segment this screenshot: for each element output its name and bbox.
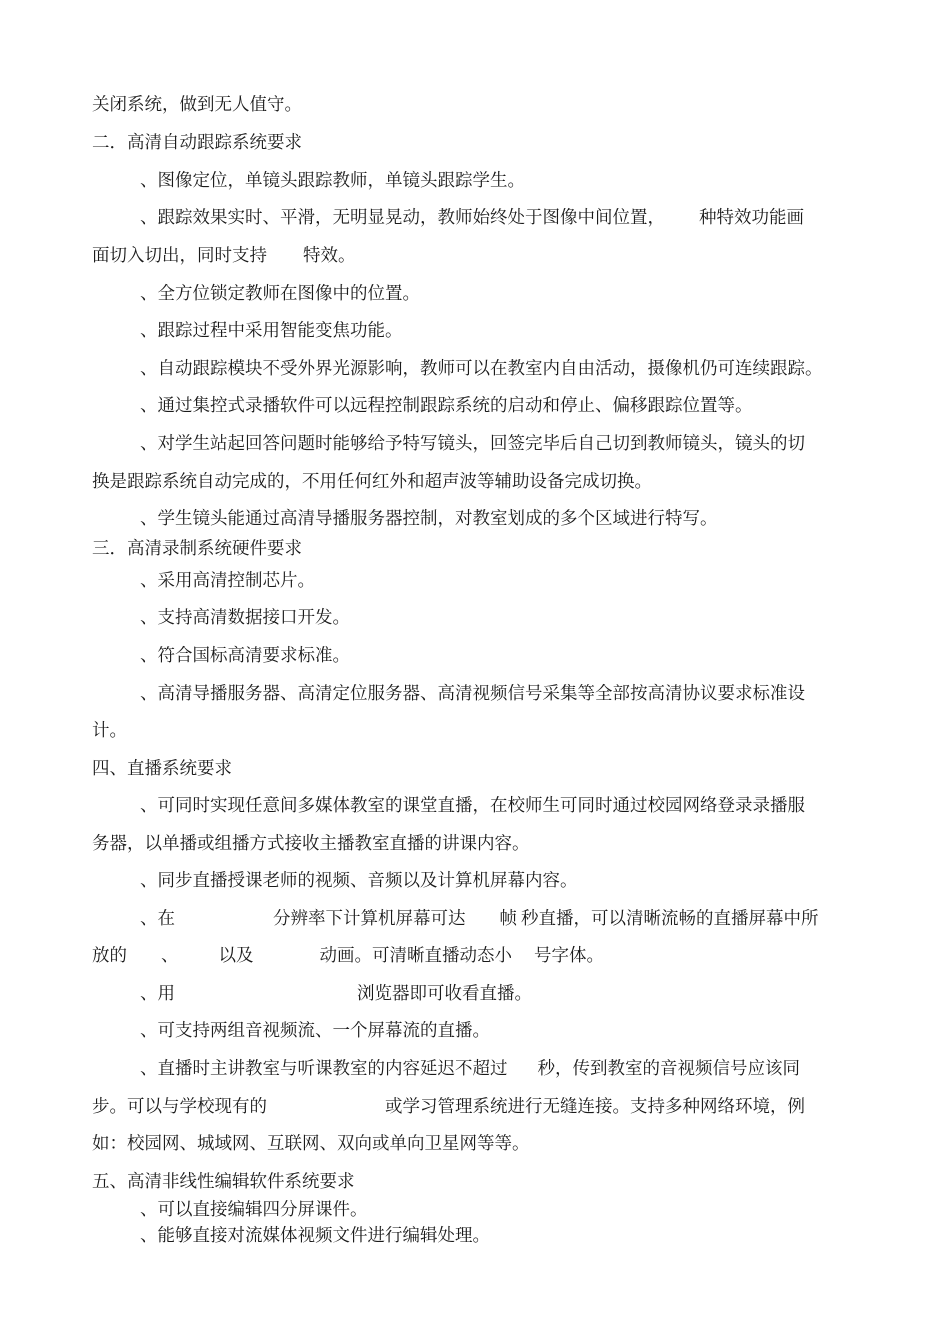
text-line: 计。 <box>92 721 127 741</box>
text-line: 、图像定位，单镜头跟踪教师，单镜头跟踪学生。 <box>140 171 525 191</box>
text-line: 、跟踪过程中采用智能变焦功能。 <box>140 321 403 341</box>
text-line: 、对学生站起回答问题时能够给予特写镜头，回签完毕后自己切到教师镜头，镜头的切 <box>140 434 805 454</box>
section-heading: 五、高清非线性编辑软件系统要求 <box>92 1172 355 1192</box>
text-line: 、学生镜头能通过高清导播服务器控制，对教室划成的多个区域进行特写。 <box>140 509 718 529</box>
text-line: 、采用高清控制芯片。 <box>140 571 315 591</box>
text-line: 、跟踪效果实时、平滑，无明显晃动，教师始终处于图像中间位置， 种特效功能画 <box>140 208 804 228</box>
text-line: 、可支持两组音视频流、一个屏幕流的直播。 <box>140 1021 490 1041</box>
text-line: 关闭系统，做到无人值守。 <box>92 95 302 115</box>
text-line: 、全方位锁定教师在图像中的位置。 <box>140 284 420 304</box>
text-line: 、可同时实现任意间多媒体教室的课堂直播，在校师生可同时通过校园网络登录录播服 <box>140 796 805 816</box>
text-line: 、自动跟踪模块不受外界光源影响，教师可以在教室内自由活动，摄像机仍可连续跟踪。 <box>140 359 823 379</box>
text-line: 放的 、 以及 动画。可清晰直播动态小 号字体。 <box>92 946 604 966</box>
text-line: 如：校园网、城域网、互联网、双向或单向卫星网等等。 <box>92 1134 530 1154</box>
text-line: 、直播时主讲教室与听课教室的内容延迟不超过 秒，传到教室的音视频信号应该同 <box>140 1059 800 1079</box>
text-line: 面切入切出，同时支持 特效。 <box>92 246 356 266</box>
section-heading: 三．高清录制系统硬件要求 <box>92 539 302 559</box>
text-line: 、在 分辨率下计算机屏幕可达 帧 秒直播，可以清晰流畅的直播屏幕中所 <box>140 909 819 929</box>
text-line: 换是跟踪系统自动完成的，不用任何红外和超声波等辅助设备完成切换。 <box>92 472 652 492</box>
section-heading: 四、直播系统要求 <box>92 759 232 779</box>
text-line: 、支持高清数据接口开发。 <box>140 608 350 628</box>
text-line: 、用 浏览器即可收看直播。 <box>140 984 532 1004</box>
text-line: 、通过集控式录播软件可以远程控制跟踪系统的启动和停止、偏移跟踪位置等。 <box>140 396 753 416</box>
text-line: 、可以直接编辑四分屏课件。 <box>140 1200 368 1220</box>
text-line: 、同步直播授课老师的视频、音频以及计算机屏幕内容。 <box>140 871 578 891</box>
text-line: 务器，以单播或组播方式接收主播教室直播的讲课内容。 <box>92 834 530 854</box>
text-line: 、能够直接对流媒体视频文件进行编辑处理。 <box>140 1226 490 1246</box>
text-line: 、高清导播服务器、高清定位服务器、高清视频信号采集等全部按高清协议要求标准设 <box>140 684 805 704</box>
section-heading: 二．高清自动跟踪系统要求 <box>92 133 302 153</box>
text-line: 、符合国标高清要求标准。 <box>140 646 350 666</box>
text-line: 步。可以与学校现有的 或学习管理系统进行无缝连接。支持多种网络环境，例 <box>92 1097 805 1117</box>
